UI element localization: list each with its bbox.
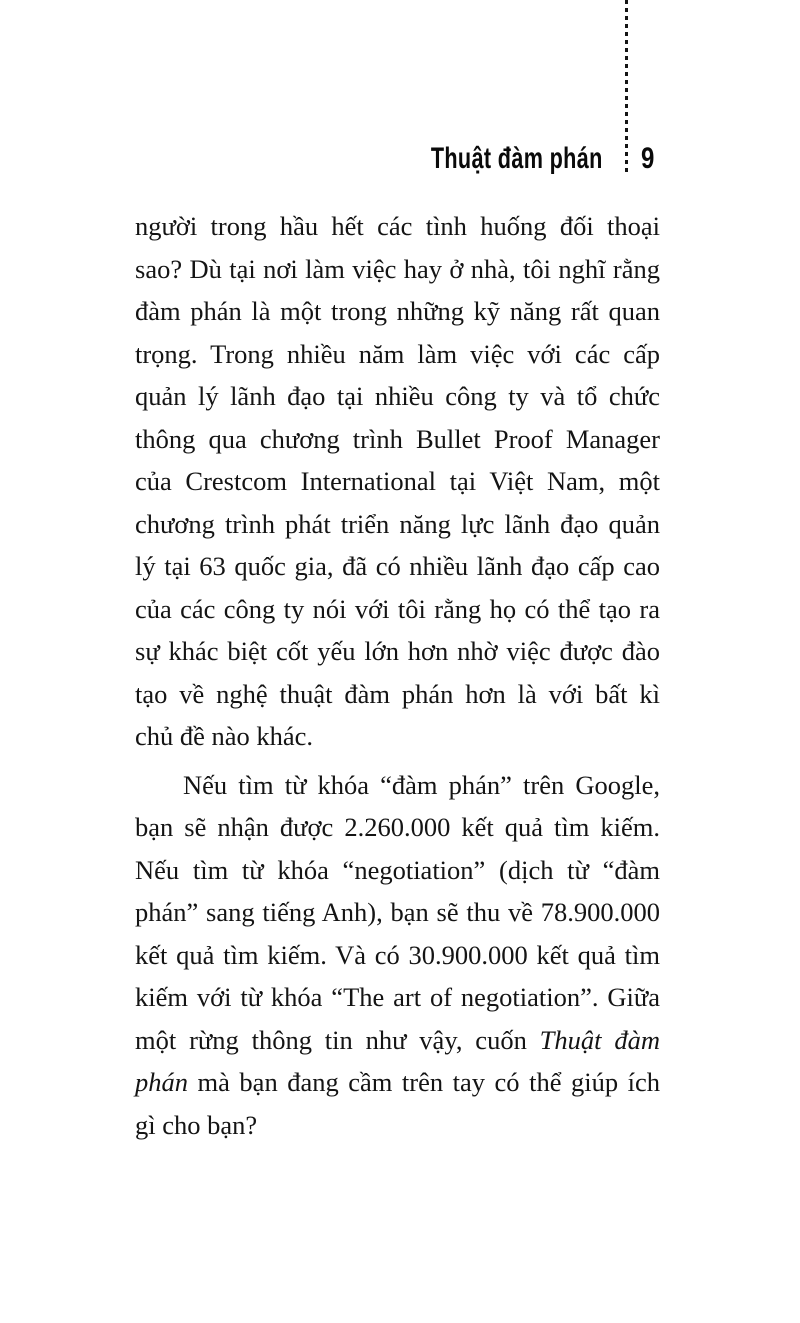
text-line: đàm phán là một trong những kỹ năng rất quan <box>135 296 660 326</box>
running-title: Thuật đàm phán <box>431 142 603 175</box>
paragraph <box>135 764 660 1147</box>
text-line: lý tại 63 quốc gia, đã có nhiều lãnh đạo cấp cao <box>135 551 660 581</box>
text-line: một rừng thông tin như vậy, cuốn Thuật đàm <box>135 1024 660 1055</box>
text-line: Nếu tìm từ khóa “negotiation” (dịch từ “đàm <box>135 854 660 885</box>
text-line: tạo về nghệ thuật đàm phán hơn là với bất kì <box>135 678 660 709</box>
text-line: bạn sẽ nhận được 2.260.000 kết quả tìm kiếm. <box>135 812 660 842</box>
text-line: gì cho bạn? <box>135 1109 258 1140</box>
text-line: của Crestcom International tại Việt Nam, một <box>135 466 660 496</box>
text-line: phán” sang tiếng Anh), bạn sẽ thu về 78.900.000 <box>135 897 660 927</box>
text-line: sao? Dù tại nơi làm việc hay ở nhà, tôi nghĩ rằng <box>135 253 660 284</box>
text-line: chủ đề nào khác. <box>135 721 314 751</box>
paragraph <box>135 205 660 758</box>
text-line: sự khác biệt cốt yếu lớn hơn nhờ việc được đào <box>135 636 660 666</box>
text-line: phán mà bạn đang cầm trên tay có thể giúp ích <box>135 1067 660 1097</box>
text-line: kết quả tìm kiếm. Và có 30.900.000 kết quả tìm <box>135 939 660 970</box>
text-line: người trong hầu hết các tình huống đối thoại <box>135 211 660 241</box>
header-divider-dashed-line <box>625 0 628 174</box>
text-line: của các công ty nói với tôi rằng họ có thể tạo ra <box>135 593 660 624</box>
text-line: quản lý lãnh đạo tại nhiều công ty và tổ chức <box>135 381 660 411</box>
text-line: trọng. Trong nhiều năm làm việc với các cấp <box>135 338 660 369</box>
text-line: thông qua chương trình Bullet Proof Manager <box>135 423 660 454</box>
body-text <box>135 205 660 1146</box>
text-line: Nếu tìm từ khóa “đàm phán” trên Google, <box>183 769 660 800</box>
text-line: kiếm với từ khóa “The art of negotiation”. Giữa <box>135 982 660 1012</box>
page-header <box>135 144 603 174</box>
text-line: chương trình phát triển năng lực lãnh đạo quản <box>135 508 660 539</box>
page-number: 9 <box>641 142 655 175</box>
